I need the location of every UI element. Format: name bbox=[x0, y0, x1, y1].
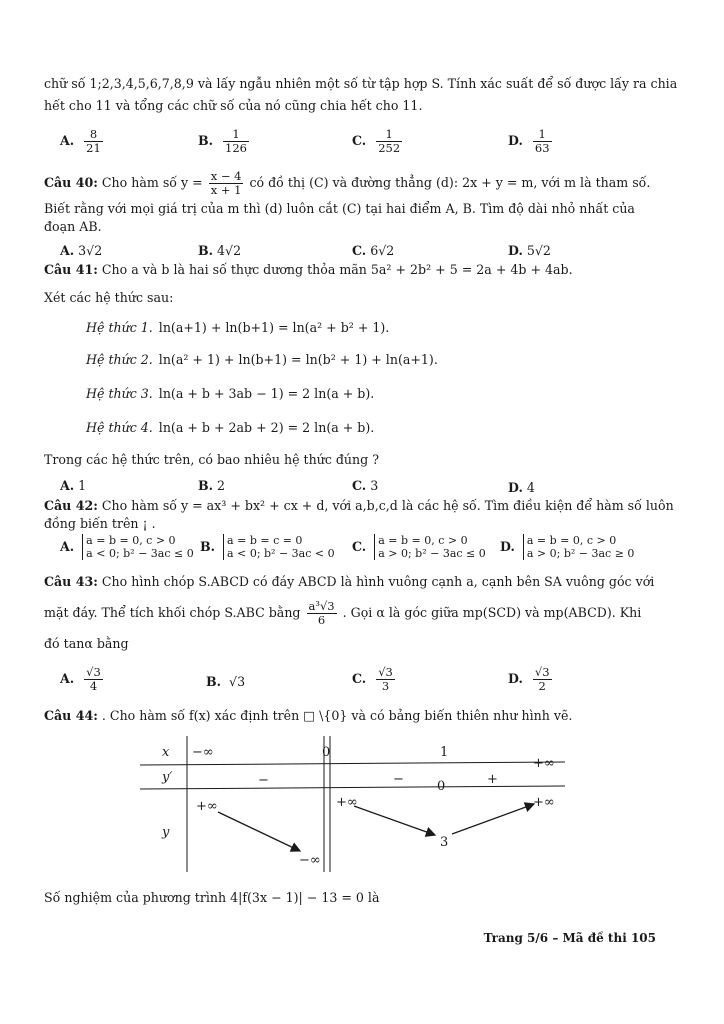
q40-text-a: Cho hàm số y = bbox=[101, 175, 203, 190]
denominator: 4 bbox=[89, 679, 98, 693]
fraction bbox=[376, 666, 395, 693]
x-value: −∞ bbox=[192, 745, 214, 760]
yprime-sign: − bbox=[258, 773, 269, 788]
q43-option-b[interactable] bbox=[206, 674, 245, 690]
condition-bottom: a > 0; b² − 3ac ≤ 0 bbox=[378, 547, 486, 560]
q40-option-d[interactable] bbox=[508, 243, 551, 259]
option-label: D. bbox=[508, 671, 523, 686]
option-text: 3√2 bbox=[78, 243, 103, 258]
q44-text: . Cho hàm số f(x) xác định trên □ \{0} và có bảng biến thiên như hình vẽ. bbox=[101, 708, 573, 723]
option-label: C. bbox=[352, 538, 367, 554]
q41-option-b[interactable] bbox=[198, 478, 225, 494]
q42-text: Cho hàm số y = ax³ + bx² + cx + d, với a,b,c,d là các hệ số. Tìm điều kiện để hàm số luôn bbox=[101, 498, 674, 513]
condition-system bbox=[523, 534, 635, 560]
q40-option-a[interactable] bbox=[60, 243, 102, 259]
numerator: 1 bbox=[376, 128, 402, 142]
option-label: A. bbox=[60, 478, 75, 493]
volume-fraction bbox=[307, 600, 337, 627]
numerator: √3 bbox=[534, 665, 550, 679]
numerator: √3 bbox=[378, 665, 393, 679]
row-divider-yprime bbox=[140, 786, 565, 789]
denominator: 21 bbox=[86, 141, 101, 155]
relation-name: Hệ thức 2. bbox=[86, 352, 153, 367]
option-label: C. bbox=[352, 243, 367, 258]
option-text: 6√2 bbox=[370, 243, 395, 258]
option-label: B. bbox=[206, 674, 222, 689]
option-label: B. bbox=[198, 243, 214, 258]
y-value: 3 bbox=[440, 835, 449, 850]
condition-bottom: a < 0; b² − 3ac ≤ 0 bbox=[86, 547, 194, 560]
condition-top: a = b = c = 0 bbox=[227, 534, 303, 547]
q43-text: Cho hình chóp S.ABCD có đáy ABCD là hình vuông cạnh a, cạnh bên SA vuông góc với bbox=[101, 574, 655, 589]
option-label: B. bbox=[198, 478, 214, 493]
q39-option-d[interactable] bbox=[508, 128, 554, 155]
q40-line-2: Biết rằng với mọi giá trị của m thì (d) luôn cắt (C) tại hai điểm A, B. Tìm độ dài nhỏ nhất của bbox=[44, 201, 635, 216]
q43-text-b: . Gọi α là góc giữa mp(SCD) và mp(ABCD). Khi bbox=[342, 605, 642, 620]
variation-table bbox=[140, 736, 570, 876]
option-text: √3 bbox=[229, 674, 246, 689]
denominator: 252 bbox=[378, 141, 401, 155]
q41-option-a[interactable] bbox=[60, 478, 86, 494]
q42-option-d[interactable] bbox=[500, 534, 634, 560]
numerator: a³√3 bbox=[308, 599, 335, 613]
fraction bbox=[533, 666, 552, 693]
page-footer: Trang 5/6 – Mã đề thi 105 bbox=[483, 931, 656, 945]
relation-expr: ln(a + b + 2ab + 2) = 2 ln(a + b). bbox=[158, 420, 375, 435]
fraction bbox=[533, 128, 552, 155]
q44-stem bbox=[44, 708, 684, 724]
option-label: C. bbox=[352, 671, 367, 686]
q41-option-c[interactable] bbox=[352, 478, 378, 494]
decrease-arrow-1 bbox=[218, 812, 300, 851]
q43-text-a: mặt đáy. Thể tích khối chóp S.ABC bằng bbox=[44, 605, 301, 620]
relation-2 bbox=[86, 352, 438, 368]
fraction bbox=[84, 128, 103, 155]
condition-top: a = b = 0, c > 0 bbox=[526, 534, 617, 547]
option-label: D. bbox=[500, 538, 515, 554]
denominator: 6 bbox=[317, 613, 326, 627]
relation-4 bbox=[86, 420, 374, 436]
question-number: Câu 44: bbox=[44, 708, 98, 723]
yprime-sign: 0 bbox=[437, 779, 446, 794]
q40-text-b: có đồ thị (C) và đường thẳng (d): 2x + y = m, với m là tham số. bbox=[249, 175, 651, 190]
x-value: +∞ bbox=[533, 756, 555, 771]
q43-option-c[interactable] bbox=[352, 666, 397, 693]
option-label: D. bbox=[508, 480, 523, 495]
condition-system bbox=[82, 534, 194, 560]
row-label-x: x bbox=[162, 745, 170, 760]
option-label: C. bbox=[352, 478, 367, 493]
y-value: +∞ bbox=[336, 795, 358, 810]
denominator: 3 bbox=[381, 679, 390, 693]
q44-question: Số nghiệm của phương trình 4|f(3x − 1)| − 13 = 0 là bbox=[44, 890, 380, 905]
yprime-sign: − bbox=[393, 772, 404, 787]
relation-expr: ln(a² + 1) + ln(b+1) = ln(b² + 1) + ln(a+1). bbox=[158, 352, 438, 367]
numerator: 8 bbox=[84, 128, 103, 142]
fraction bbox=[223, 128, 249, 155]
option-text: 4√2 bbox=[217, 243, 242, 258]
question-number: Câu 40: bbox=[44, 175, 98, 190]
option-label: B. bbox=[200, 538, 216, 554]
increase-arrow bbox=[452, 804, 534, 834]
condition-top: a = b = 0, c > 0 bbox=[378, 534, 468, 547]
x-value: 0 bbox=[322, 745, 331, 760]
option-label: D. bbox=[508, 243, 523, 258]
condition-system bbox=[374, 534, 486, 560]
q40-stem bbox=[44, 168, 684, 198]
option-label: B. bbox=[198, 133, 214, 148]
q41-line-2: Xét các hệ thức sau: bbox=[44, 290, 174, 305]
option-label: C. bbox=[352, 133, 367, 148]
relation-expr: ln(a + b + 3ab − 1) = 2 ln(a + b). bbox=[158, 386, 375, 401]
relation-expr: ln(a+1) + ln(b+1) = ln(a² + b² + 1). bbox=[158, 320, 390, 335]
question-number: Câu 42: bbox=[44, 498, 98, 513]
q42-option-a[interactable] bbox=[60, 534, 194, 560]
intro-line-2: hết cho 11 và tổng các chữ số của nó cũng chia hết cho 11. bbox=[44, 98, 423, 113]
intro-line-1: chữ số 1;2,3,4,5,6,7,8,9 và lấy ngẫu nhiên một số từ tập hợp S. Tính xác suất để số được lấy ra chia bbox=[44, 76, 678, 91]
q39-option-b[interactable] bbox=[198, 128, 251, 155]
q43-option-d[interactable] bbox=[508, 666, 554, 693]
relation-1 bbox=[86, 320, 389, 336]
option-label: D. bbox=[508, 133, 523, 148]
condition-system bbox=[223, 534, 335, 560]
option-text: 3 bbox=[370, 478, 379, 493]
yprime-sign: + bbox=[487, 772, 498, 787]
q40-option-c[interactable] bbox=[352, 243, 394, 259]
numerator: x − 4 bbox=[210, 169, 242, 183]
q41-option-d[interactable] bbox=[508, 480, 535, 496]
row-label-yprime: y′ bbox=[162, 770, 173, 785]
question-number: Câu 41: bbox=[44, 262, 98, 277]
x-value: 1 bbox=[440, 745, 449, 760]
q43-line-2 bbox=[44, 598, 684, 628]
numerator: √3 bbox=[86, 665, 101, 679]
option-label: A. bbox=[60, 671, 75, 686]
relation-3 bbox=[86, 386, 374, 402]
option-text: 5√2 bbox=[526, 243, 551, 258]
condition-bottom: a < 0; b² − 3ac < 0 bbox=[227, 547, 335, 560]
y-value: −∞ bbox=[299, 853, 321, 868]
q42-option-c[interactable] bbox=[352, 534, 486, 560]
numerator: 1 bbox=[223, 128, 249, 142]
q41-question: Trong các hệ thức trên, có bao nhiêu hệ thức đúng ? bbox=[44, 452, 379, 467]
denominator: 2 bbox=[538, 679, 546, 693]
q39-option-c[interactable] bbox=[352, 128, 404, 155]
function-fraction bbox=[209, 170, 244, 197]
option-label: A. bbox=[60, 538, 75, 554]
question-number: Câu 43: bbox=[44, 574, 98, 589]
condition-bottom: a > 0; b² − 3ac ≥ 0 bbox=[526, 547, 635, 560]
y-value: +∞ bbox=[196, 799, 218, 814]
option-label: A. bbox=[60, 243, 75, 258]
relation-name: Hệ thức 1. bbox=[86, 320, 153, 335]
row-label-y: y bbox=[162, 825, 170, 840]
q41-stem bbox=[44, 262, 684, 278]
q41-text: Cho a và b là hai số thực dương thỏa mãn 5a² + 2b² + 5 = 2a + 4b + 4ab. bbox=[101, 262, 573, 277]
q40-option-b[interactable] bbox=[198, 243, 241, 259]
decrease-arrow-2 bbox=[354, 806, 435, 835]
condition-top: a = b = 0, c > 0 bbox=[86, 534, 176, 547]
relation-name: Hệ thức 4. bbox=[86, 420, 153, 435]
row-divider-x bbox=[140, 762, 565, 765]
option-label: A. bbox=[60, 133, 75, 148]
q43-stem bbox=[44, 574, 684, 590]
option-text: 4 bbox=[526, 480, 535, 495]
q39-option-a[interactable] bbox=[60, 128, 105, 155]
option-text: 2 bbox=[217, 478, 226, 493]
denominator: 63 bbox=[534, 141, 550, 155]
fraction bbox=[84, 666, 103, 693]
numerator: 1 bbox=[533, 128, 552, 142]
q42-stem bbox=[44, 498, 684, 514]
relation-name: Hệ thức 3. bbox=[86, 386, 153, 401]
denominator: 126 bbox=[225, 141, 247, 155]
q40-line-3: đoạn AB. bbox=[44, 219, 102, 234]
option-text: 1 bbox=[78, 478, 87, 493]
y-value: +∞ bbox=[533, 795, 555, 810]
q43-line-3: đó tanα bằng bbox=[44, 636, 129, 651]
q42-option-b[interactable] bbox=[200, 534, 335, 560]
fraction bbox=[376, 128, 402, 155]
denominator: x + 1 bbox=[210, 183, 242, 197]
q43-option-a[interactable] bbox=[60, 666, 105, 693]
q42-line-2: đồng biến trên ¡ . bbox=[44, 516, 156, 531]
